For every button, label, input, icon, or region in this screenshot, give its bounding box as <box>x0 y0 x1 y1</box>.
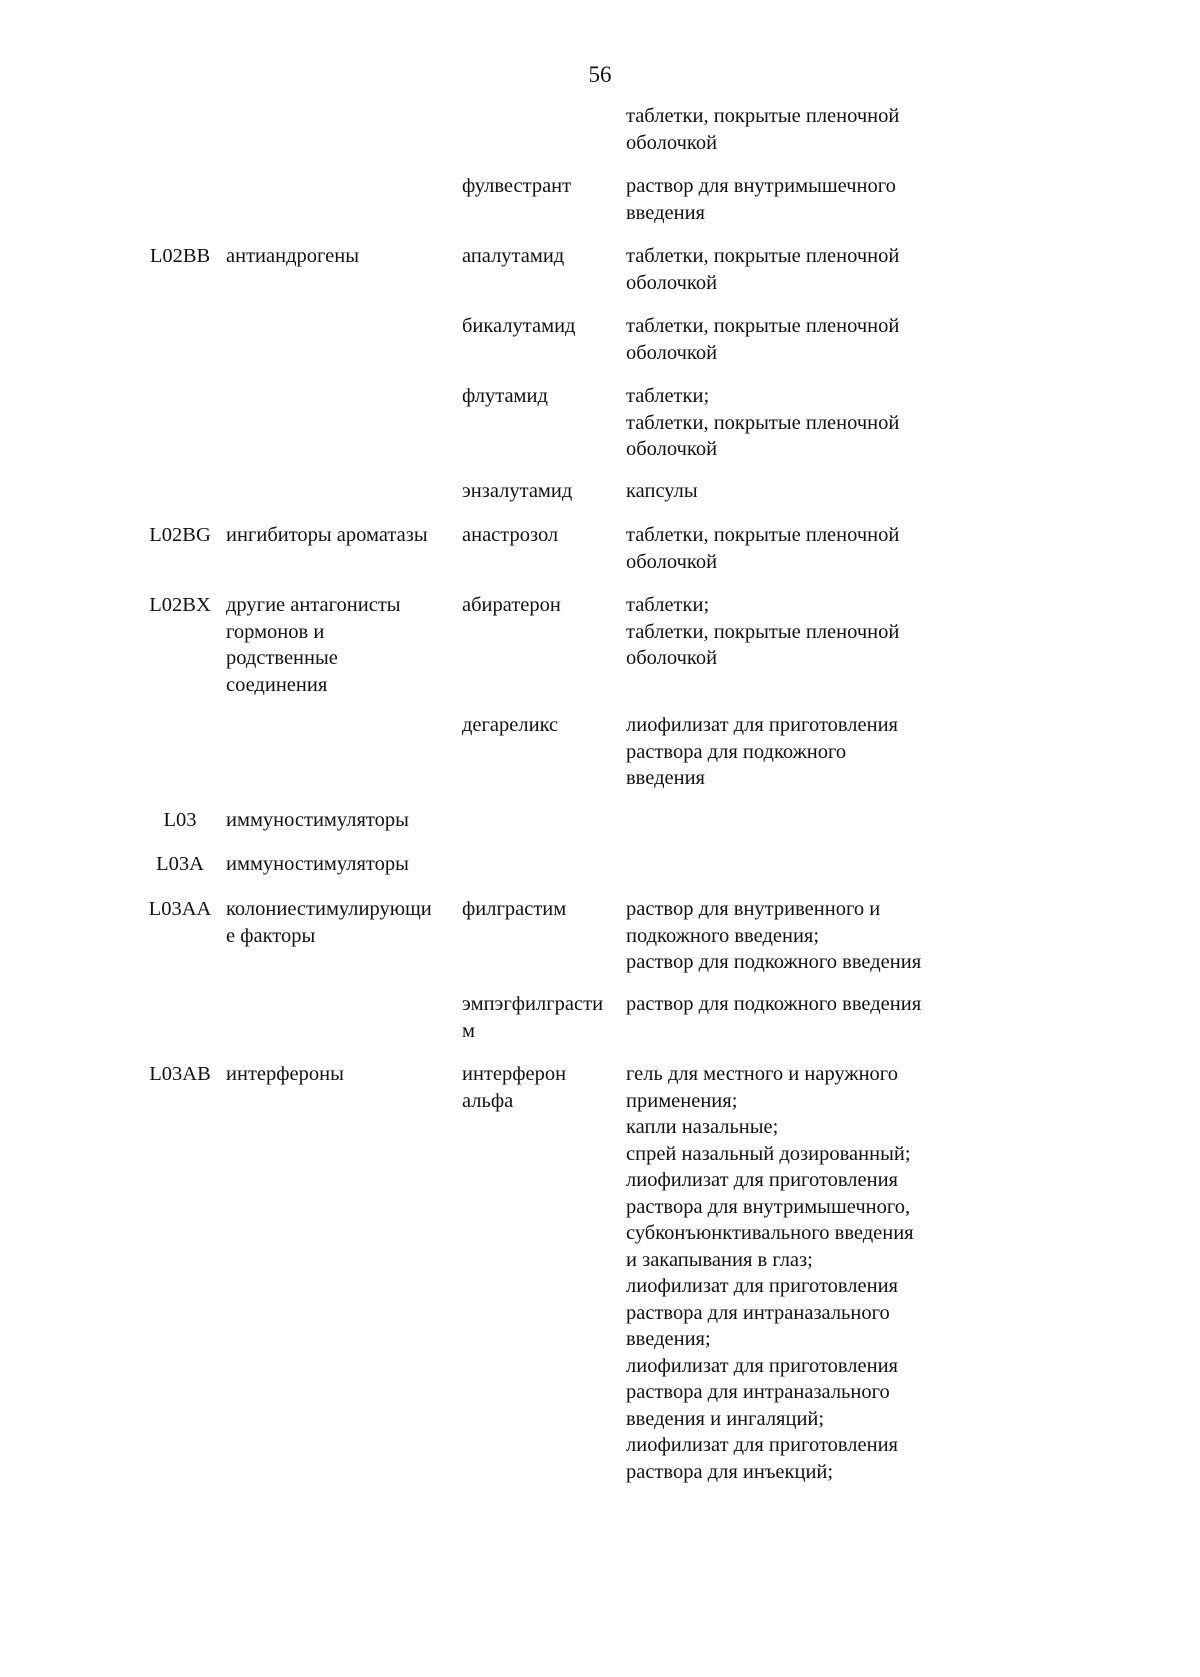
atc-code: L02BG <box>149 524 211 546</box>
atc-code: L02BX <box>149 594 211 616</box>
dosage-form: лиофилизат для приготовления раствора для подкожного введения <box>626 714 898 789</box>
dosage-form: раствор для внутримышечного введения <box>626 175 896 224</box>
drug-name: интерферон альфа <box>462 1063 567 1112</box>
dosage-form: раствор для подкожного введения <box>626 993 922 1015</box>
drug-name: флутамид <box>462 385 548 407</box>
dosage-form: гель для местного и наружного применения; капли назальные; спрей назальный дозированный; лиофилизат для приготовления раствора для внутримышечного, субконъюнктивального введения и закапывания в глаз; лиофилизат для приготовления раствора для интраназального введения; лиофилизат для приготовления раствора для интраназального введения и ингаляций; лиофилизат для приготовления раствора для инъекций; <box>626 1063 914 1483</box>
atc-group: другие антагонисты гормонов и родственные соединения <box>226 594 401 696</box>
atc-group: антиандрогены <box>226 245 359 267</box>
atc-group: иммуностимуляторы <box>226 809 409 831</box>
dosage-form: таблетки, покрытые пленочной оболочкой <box>626 105 900 154</box>
drug-name: фулвестрант <box>462 175 572 197</box>
atc-group: колониестимулирующи е факторы <box>226 898 432 947</box>
drug-name: апалутамид <box>462 245 565 267</box>
drug-name: энзалутамид <box>462 480 573 502</box>
drug-name: эмпэгфилграсти м <box>462 993 604 1042</box>
drug-name: абиратерон <box>462 594 561 616</box>
atc-code: L03 <box>163 809 197 831</box>
atc-group: иммуностимуляторы <box>226 853 409 875</box>
dosage-form: таблетки, покрытые пленочной оболочкой <box>626 245 900 294</box>
dosage-form: капсулы <box>626 480 698 502</box>
dosage-form: раствор для внутривенного и подкожного введения; раствор для подкожного введения <box>626 898 922 973</box>
dosage-form: таблетки, покрытые пленочной оболочкой <box>626 524 900 573</box>
dosage-form: таблетки; таблетки, покрытые пленочной оболочкой <box>626 385 900 460</box>
atc-code: L02BB <box>149 245 211 267</box>
dosage-form: таблетки; таблетки, покрытые пленочной оболочкой <box>626 594 900 669</box>
drug-name: бикалутамид <box>462 315 576 337</box>
page-number: 56 <box>588 62 612 87</box>
drug-name: анастрозол <box>462 524 559 546</box>
atc-group: ингибиторы ароматазы <box>226 524 428 546</box>
atc-group: интерфероны <box>226 1063 344 1085</box>
drug-name: дегареликс <box>462 714 559 736</box>
drug-name: филграстим <box>462 898 567 920</box>
atc-code: L03AB <box>149 1063 211 1085</box>
dosage-form: таблетки, покрытые пленочной оболочкой <box>626 315 900 364</box>
atc-code: L03A <box>156 853 204 875</box>
atc-code: L03AA <box>148 898 212 920</box>
